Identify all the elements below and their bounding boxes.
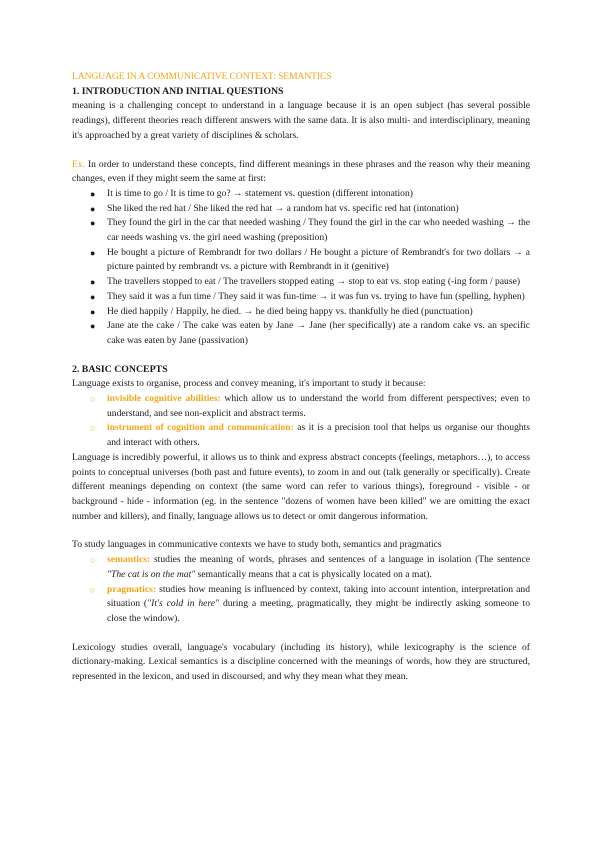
list-item: ● She liked the red hat / She liked the red hat → a random hat vs. specific red hat (intonation) [72,202,530,217]
list-item: ● They said it was a fun time / They said it was fun-time → it was fun vs. trying to have fun (spelling, hyphen) [72,290,530,305]
list-item: ○ pragmatics: studies how meaning is influenced by context, taking into account intention, interpretation and situation ("It's cold in here" during a meeting, pragmatically, they might be indirectly asking someone to close the window). [90,583,531,624]
bullet-icon: ● [90,321,96,332]
bullet-icon: ● [90,247,96,258]
example-intro [72,158,530,187]
example-intro-text: In order to understand these concepts, find different meanings in these phrases and the reason why their meaning changes, even if they might seem the same at first: [72,158,530,185]
list-item: ● He died happily / Happily, he died. → he died being happy vs. thankfully he died (punctuation) [72,305,530,320]
list-item: ● They found the girl in the car that needed washing / They found the girl in the car who needed washing → the car needs washing vs. the girl need washing (preposition) [90,217,530,244]
list-item: ○ semantics: studies the meaning of words, phrases and sentences of a language in isolation (The sentence "The cat is on the mat" semantically means that a cat is physically located on a mat). [90,554,530,580]
example-label: Ex. [72,158,86,170]
bullet-icon: ● [90,188,96,199]
list-item: ○ invisible cognitive abilities: which allow us to understand the world from different perspectives; even to understand, and see non-explicit and abstract terms. [90,393,530,419]
list-item: ● Jane ate the cake / The cake was eaten by Jane → Jane (her specifically) ate a random cake vs. an specific cake was eaten by Jane (passivation) [90,320,530,346]
section-2-paragraph-2: To study languages in communicative contexts we have to study both, semantics and pragmatics [72,539,442,551]
bullet-icon: ● [90,306,96,317]
circle-bullet-icon: ○ [90,423,96,434]
list-item: ○ instrument of cognition and communication: as it is a precision tool that helps us organise our thoughts and interact with others. [90,422,530,449]
circle-bullet-icon: ○ [90,394,96,405]
section-2-heading: 2. BASIC CONCEPTS [72,363,168,375]
bullet-icon: ● [90,277,96,288]
examples-list [72,187,530,349]
bullet-icon: ● [90,291,96,302]
section-1-intro: meaning is a challenging concept to understand in a language because it is an open subject (has several possible readings), different theories reach different answers with the same data. It is also multi- and interdisciplinary, meaning it's approached by a great variety of disciplines & scholars. [72,100,530,141]
section-1-heading: 1. INTRODUCTION AND INITIAL QUESTIONS [72,85,284,97]
list-item: ● The travellers stopped to eat / The travellers stopped eating → stop to eat vs. stop eating (-ing form / pause) [72,275,530,290]
bullet-icon: ● [90,203,96,214]
reasons-list [72,392,530,451]
section-2-paragraph-1: Language is incredibly powerful, it allows us to think and express abstract concepts (feelings, metaphors…), to access points to conceptual universes (both past and future events), to zoom in and out (talk generally or specifically). Create different meanings depending on context (the same word can refer to various things), foreground - visible - or background - hide - information (eg. in the sentence "dozens of women have been killed" we are omitting the exact number and killers), and finally, language allows us to detect or omit dangerous information. [72,451,530,522]
document-page [72,70,530,685]
document-title: LANGUAGE IN A COMMUNICATIVE CONTEXT: SEMANTICS [72,71,332,82]
section-2-intro: Language exists to organise, process and convey meaning, it's important to study it because: [72,378,426,390]
bullet-icon: ● [90,218,96,229]
circle-bullet-icon: ○ [90,584,96,595]
list-item: ● He bought a picture of Rembrandt for two dollars / He bought a picture of Rembrandt's for two dollars → a picture painted by rembrandt vs. a picture with Rembrandt in it (genitive) [90,246,530,273]
circle-bullet-icon: ○ [90,555,96,566]
section-2-paragraph-3: Lexicology studies overall, language's vocabulary (including its history), while lexicography is the science of dictionary-making. Lexical semantics is a discipline concerned with the meanings of words, how they are structured, represented in the lexicon, and used in discoursed, and why they mean what they mean. [72,641,530,683]
fields-list [72,553,530,627]
list-item: ● It is time to go / It is time to go? → statement vs. question (different intonation) [72,187,530,202]
